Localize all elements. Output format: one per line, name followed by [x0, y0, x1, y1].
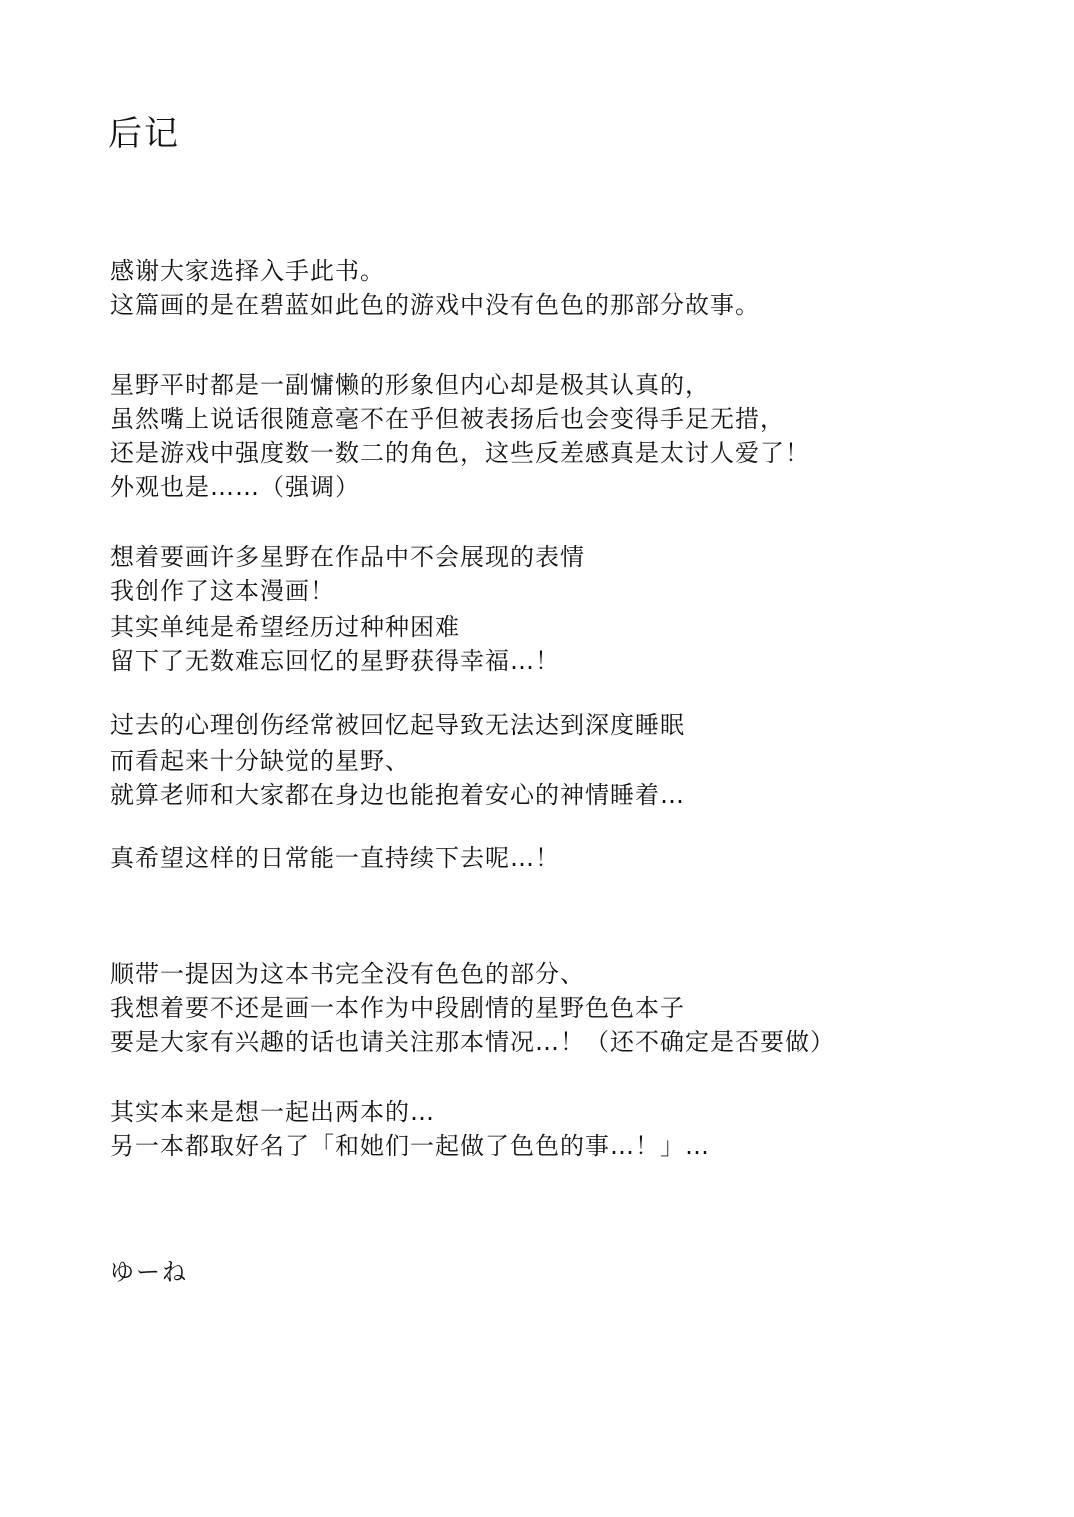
text-line: 还是游戏中强度数一数二的角色，这些反差感真是太讨人爱了！: [110, 439, 810, 467]
text-line: 我创作了这本漫画！: [110, 577, 335, 605]
author-signature: ゆーね: [110, 1258, 188, 1286]
text-line: 真希望这样的日常能一直持续下去呢…！: [110, 844, 560, 872]
text-line: 我想着要不还是画一本作为中段剧情的星野色色本子: [110, 994, 685, 1022]
text-line: 这篇画的是在碧蓝如此色的游戏中没有色色的那部分故事。: [110, 291, 760, 319]
text-line: 要是大家有兴趣的话也请关注那本情况…！（还不确定是否要做）: [110, 1028, 835, 1056]
page-title: 后记: [108, 114, 180, 154]
text-line: 外观也是……（强调）: [110, 473, 360, 501]
text-line: 感谢大家选择入手此书。: [110, 257, 385, 285]
text-line: 就算老师和大家都在身边也能抱着安心的神情睡着…: [110, 781, 685, 809]
text-line: 其实单纯是希望经历过种种困难: [110, 613, 460, 641]
text-line: 星野平时都是一副慵懒的形象但内心却是极其认真的，: [110, 371, 710, 399]
text-line: 留下了无数难忘回忆的星野获得幸福…！: [110, 647, 560, 675]
text-line: 想着要画许多星野在作品中不会展现的表情: [110, 543, 585, 571]
text-line: 另一本都取好名了「和她们一起做了色色的事…！」…: [110, 1132, 710, 1160]
text-line: 顺带一提因为这本书完全没有色色的部分、: [110, 960, 585, 988]
text-line: 而看起来十分缺觉的星野、: [110, 747, 410, 775]
text-line: 其实本来是想一起出两本的…: [110, 1098, 435, 1126]
text-line: 过去的心理创伤经常被回忆起导致无法达到深度睡眠: [110, 711, 685, 739]
text-line: 虽然嘴上说话很随意毫不在乎但被表扬后也会变得手足无措，: [110, 405, 785, 433]
